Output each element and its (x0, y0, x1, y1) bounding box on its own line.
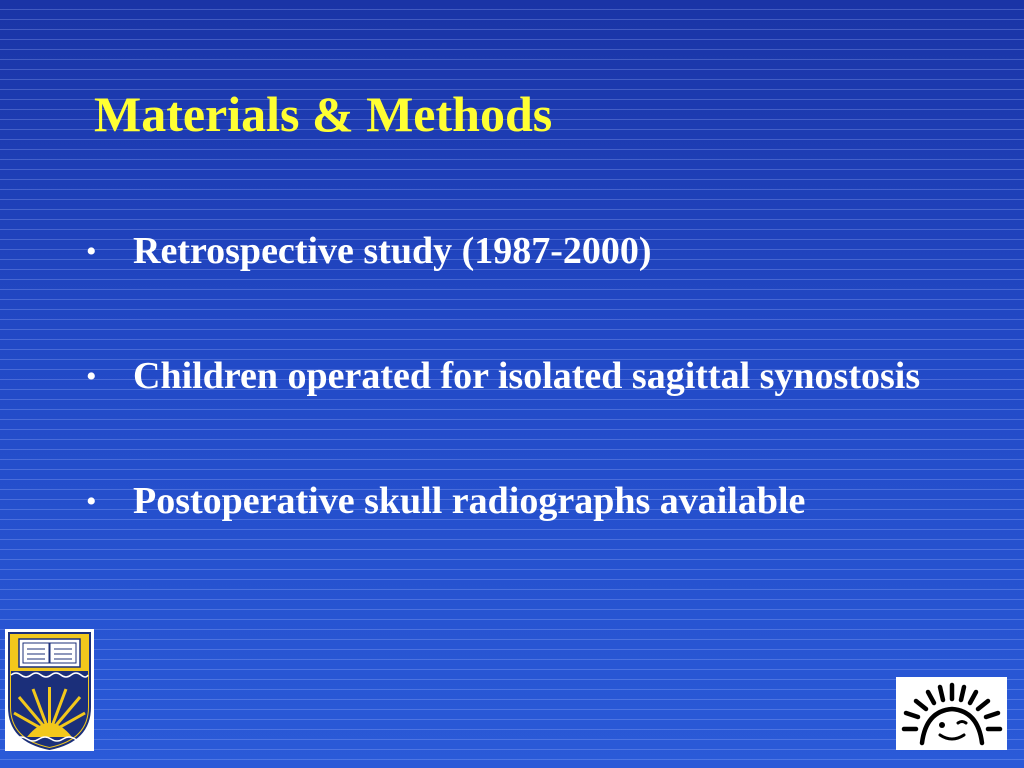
bullet-marker: • (86, 485, 97, 518)
bullet-list (86, 228, 966, 525)
slide-title: Materials & Methods (94, 86, 553, 142)
bullet-marker: • (86, 235, 97, 268)
university-crest-icon (5, 629, 94, 751)
sun-face-icon (896, 677, 1007, 750)
bullet-text: Postoperative skull radiographs available (133, 480, 806, 522)
bullet-marker: • (86, 360, 97, 393)
bullet-text: Children operated for isolated sagittal synostosis (133, 355, 921, 397)
bullet-item (86, 353, 966, 400)
bullet-item (86, 478, 966, 525)
bullet-item (86, 228, 966, 275)
bullet-text: Retrospective study (1987-2000) (133, 230, 652, 272)
